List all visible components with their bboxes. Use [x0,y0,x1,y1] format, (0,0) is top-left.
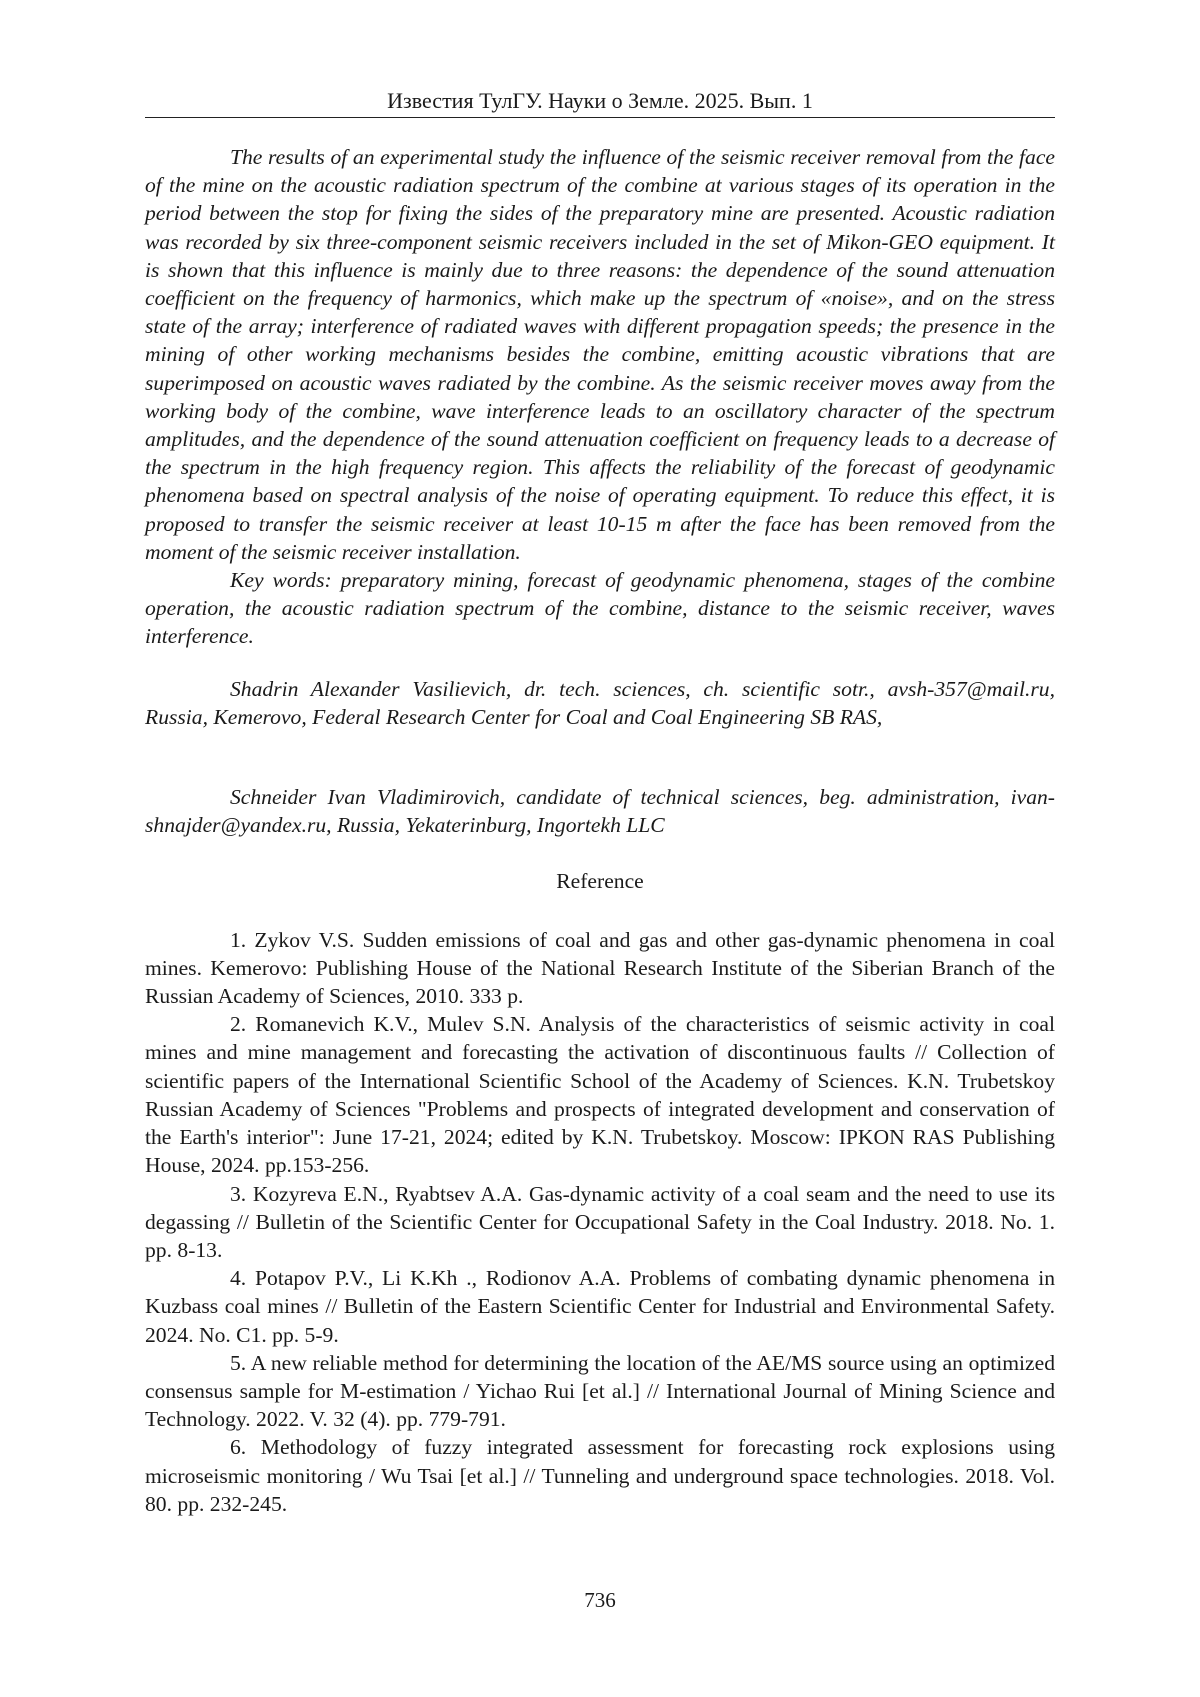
page-number: 736 [584,1588,616,1612]
reference-item: 5. A new reliable method for determining the location of the AE/MS source using an optimized consensus sample for M-estimation / Yichao Rui [et al.] // International Journal of Mining Science and Technology. 2022. V. 32 (4). pp. 779-791. [145,1350,1055,1432]
abstract-section [145,143,1055,839]
references-list [145,926,1055,1518]
reference-item: 4. Potapov P.V., Li K.Kh ., Rodionov A.A. Problems of combating dynamic phenomena in Kuzbass coal mines // Bulletin of the Eastern Scientific Center for Industrial and Environmental Safety. 2024. No. C1. pp. 5-9. [145,1266,1055,1347]
reference-item: 3. Kozyreva E.N., Ryabtsev A.A. Gas-dynamic activity of a coal seam and the need to use its degassing // Bulletin of the Scientific Center for Occupational Safety in the Coal Industry. 2018. No. 1. pp. 8-13. [145,1181,1055,1262]
running-header: Известия ТулГУ. Науки о Земле. 2025. Вып. 1 [387,88,813,113]
keywords-paragraph: Key words: preparatory mining, forecast of geodynamic phenomena, stages of the combine operation, the acoustic radiation spectrum of the combine, distance to the seismic receiver, waves interference. [145,568,1055,649]
header-divider [145,117,1055,118]
reference-item: 2. Romanevich K.V., Mulev S.N. Analysis of the characteristics of seismic activity in coal mines and mine management and forecasting the activation of discontinuous faults // Collection of scientific papers of the International Scientific School of the Academy of Sciences. K.N. Trubetskoy Russian Academy of Sciences "Problems and prospects of integrated development and conservation of the Earth's interior": June 17-21, 2024; edited by K.N. Trubetskoy. Moscow: IPKON RAS Publishing House, 2024. pp.153-256. [145,1012,1055,1178]
reference-item: 6. Methodology of fuzzy integrated assessment for forecasting rock explosions using microseismic monitoring / Wu Tsai [et al.] // Tunneling and underground space technologies. 2018. Vol. 80. pp. 232-245. [145,1435,1055,1516]
author-info-2: Schneider Ivan Vladimirovich, candidate of technical sciences, beg. administration, ivan-shnajder@yandex.ru, Russia, Yekaterinburg, Ingortekh LLC [145,785,1055,838]
abstract-paragraph: The results of an experimental study the influence of the seismic receiver removal from the face of the mine on the acoustic radiation spectrum of the combine at various stages of its operation in the period between the stop for fixing the sides of the preparatory mine are presented. Acoustic radiation was recorded by six three-component seismic receivers included in the set of Mikon-GEO equipment. It is shown that this influence is mainly due to three reasons: the dependence of the sound attenuation coefficient on the frequency of harmonics, which make up the spectrum of «noise», and on the stress state of the array; interference of radiated waves with different propagation speeds; the presence in the mining of other working mechanisms besides the combine, emitting acoustic vibrations that are superimposed on acoustic waves radiated by the combine. As the seismic receiver moves away from the working body of the combine, wave interference leads to an oscillatory character of the spectrum amplitudes, and the dependence of the sound attenuation coefficient on frequency leads to a decrease of the spectrum in the high frequency region. This affects the reliability of the forecast of geodynamic phenomena based on spectral analysis of the noise of operating equipment. To reduce this effect, it is proposed to transfer the seismic receiver at least 10-15 m after the face has been removed from the moment of the seismic receiver installation. [145,145,1055,564]
author-info-1: Shadrin Alexander Vasilievich, dr. tech. sciences, ch. scientific sotr., avsh-357@mail.ru, Russia, Kemerovo, Federal Research Center for Coal and Coal Engineering SB RAS, [145,676,1055,729]
reference-item: 1. Zykov V.S. Sudden emissions of coal and gas and other gas-dynamic phenomena in coal mines. Kemerovo: Publishing House of the National Research Institute of the Siberian Branch of the Russian Academy of Sciences, 2010. 333 p. [145,927,1055,1009]
page-content [145,143,1055,1518]
references-heading: Reference [556,869,644,894]
